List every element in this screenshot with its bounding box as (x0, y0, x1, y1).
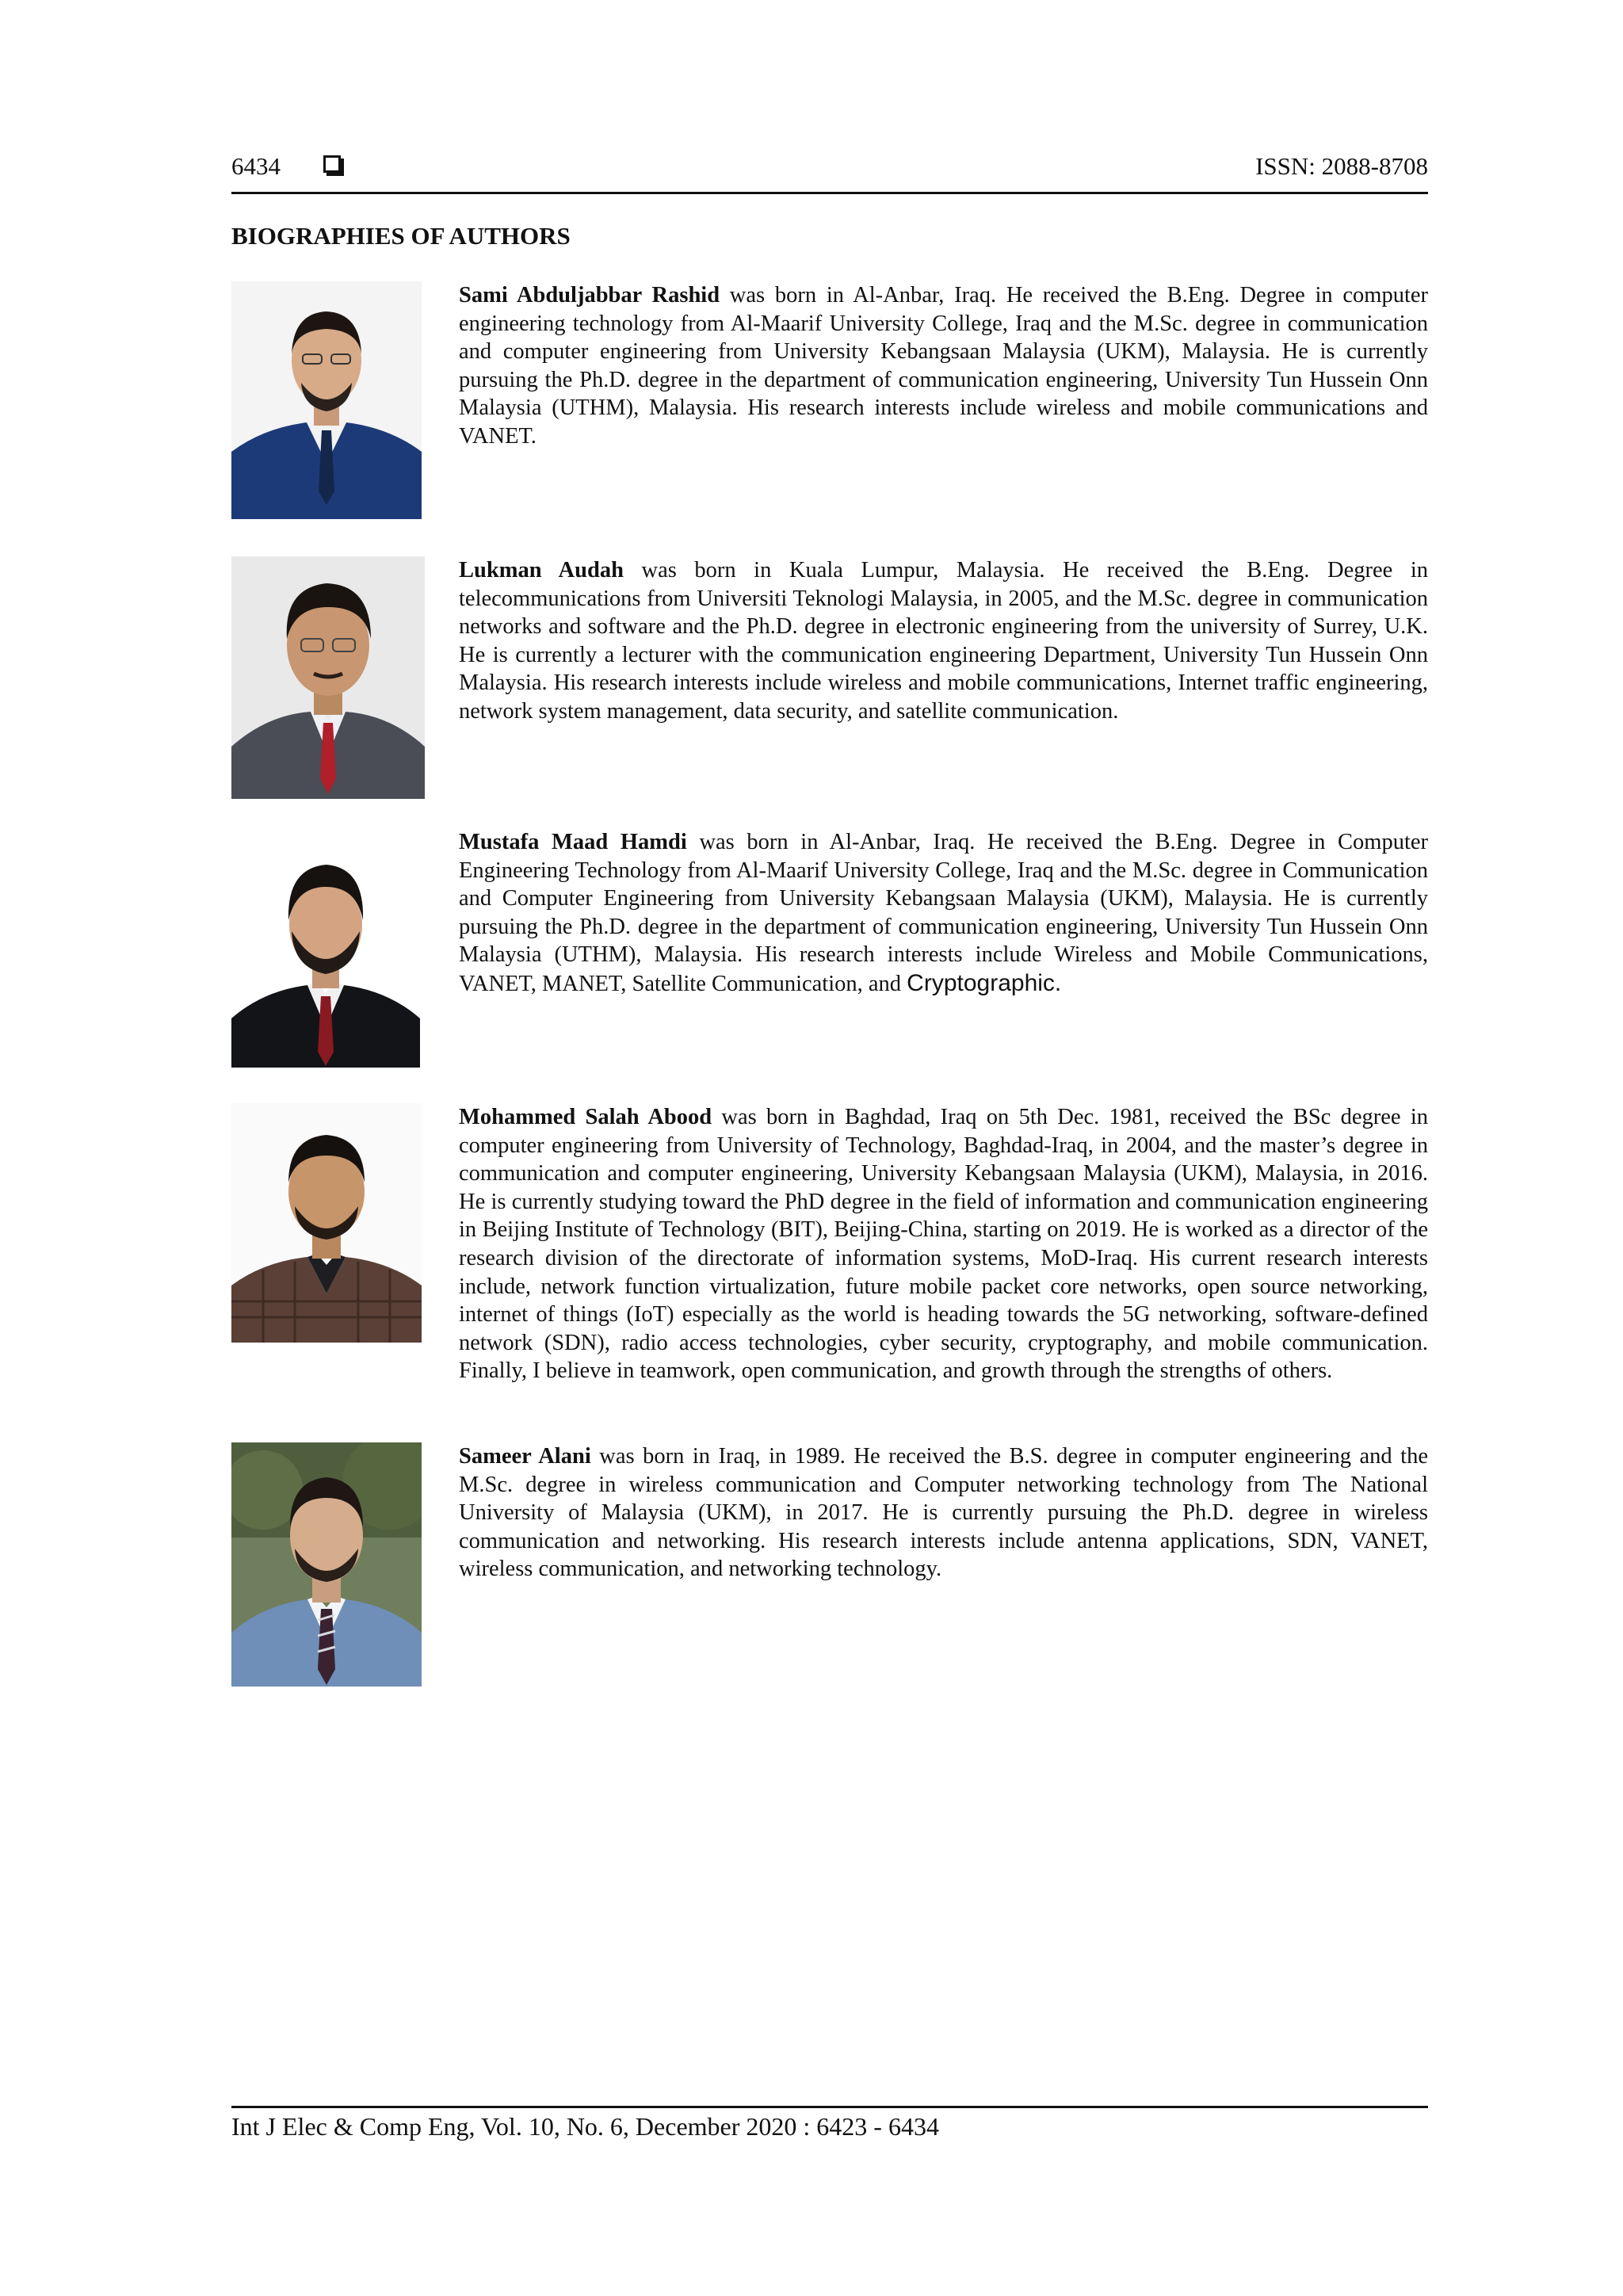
author-name-2: Lukman Audah (459, 558, 624, 583)
page-number: 6434 (231, 152, 281, 180)
author-bio-text-3: was born in Al-Anbar, Iraq. He received the B.Eng. Degree in Computer Engineering Technology from Al-Maarif University College, Iraq and the M.Sc. degree in Communication and Computer Engineering from University Kebangsaan Malaysia (UKM), Malaysia. He is currently pursuing the Ph.D. degree in the department of communication engineering, University Tun Hussein Onn Malaysia (UTHM), Malaysia. His research interests include Wireless and Mobile Communications, VANET, MANET, Satellite Communication, and (459, 830, 1429, 996)
box-bullet-icon (323, 155, 341, 173)
author-photo-2 (231, 556, 425, 799)
author-bio-tail-3: Cryptographic. (907, 969, 1062, 996)
author-bio-5 (459, 1442, 1428, 1584)
author-photo-4 (231, 1103, 422, 1343)
author-bio-4 (459, 1103, 1428, 1385)
author-bio-text-4: was born in Baghdad, Iraq on 5th Dec. 1981, received the BSc degree in computer engineering from University of Technology, Baghdad-Iraq, in 2004, and the master’s degree in communication and computer engineering, University Kebangsaan Malaysia (UKM), Malaysia, in 2016. He is currently studying toward the PhD degree in the field of information and communication engineering in Beijing Institute of Technology (BIT), Beijing-China, starting on 2019. He is worked as a director of the research division of the directorate of information systems, MoD-Iraq. His current research interests include, network function virtualization, future mobile packet core networks, open source networking, internet of things (IoT) especially as the world is heading towards the 5G networking, software-defined network (SDN), radio access technologies, cyber security, cryptography, and mobile communication. Finally, I believe in teamwork, open communication, and growth through the strengths of others. (459, 1105, 1428, 1384)
author-photo-5 (231, 1442, 422, 1687)
author-photo-1 (231, 281, 422, 519)
author-bio-1 (459, 281, 1428, 451)
section-title: BIOGRAPHIES OF AUTHORS (231, 222, 571, 250)
author-name-4: Mohammed Salah Abood (459, 1105, 712, 1129)
author-bio-text-2: was born in Kuala Lumpur, Malaysia. He received the B.Eng. Degree in telecommunications from Universiti Teknologi Malaysia, in 2005, and the M.Sc. degree in communication networks and software and the Ph.D. degree in electronic engineering from the university of Surrey, U.K. He is currently a lecturer with the communication engineering Department, University Tun Hussein Onn Malaysia. His research interests include wireless and mobile communications, Internet traffic engineering, network system management, data security, and satellite communication. (459, 558, 1428, 724)
author-name-1: Sami Abduljabbar Rashid (459, 283, 720, 308)
issn-label: ISSN: 2088-8708 (1255, 152, 1428, 180)
header-rule (231, 192, 1428, 194)
author-bio-text-5: was born in Iraq, in 1989. He received the B.S. degree in computer engineering and the M.Sc. degree in wireless communication and Computer networking technology from The National University of Malaysia (UKM), in 2017. He is currently pursuing the Ph.D. degree in wireless communication and networking. His research interests include antenna applications, SDN, VANET, wireless communication, and networking technology. (459, 1444, 1428, 1582)
footer-rule (231, 2106, 1428, 2108)
author-bio-2 (459, 556, 1428, 726)
author-name-5: Sameer Alani (459, 1444, 591, 1469)
author-photo-3 (231, 828, 420, 1068)
author-name-3: Mustafa Maad Hamdi (459, 830, 687, 854)
running-header (231, 152, 1428, 190)
author-bio-3 (459, 828, 1428, 999)
author-bio-text-1: was born in Al-Anbar, Iraq. He received the B.Eng. Degree in computer engineering technology from Al-Maarif University College, Iraq and the M.Sc. degree in communication and computer engineering from University Kebangsaan Malaysia (UKM), Malaysia. He is currently pursuing the Ph.D. degree in the department of communication engineering, University Tun Hussein Onn Malaysia (UTHM), Malaysia. His research interests include wireless and mobile communications and VANET. (459, 283, 1429, 449)
footer-citation: Int J Elec & Comp Eng, Vol. 10, No. 6, December 2020 : 6423 - 6434 (231, 2112, 939, 2141)
